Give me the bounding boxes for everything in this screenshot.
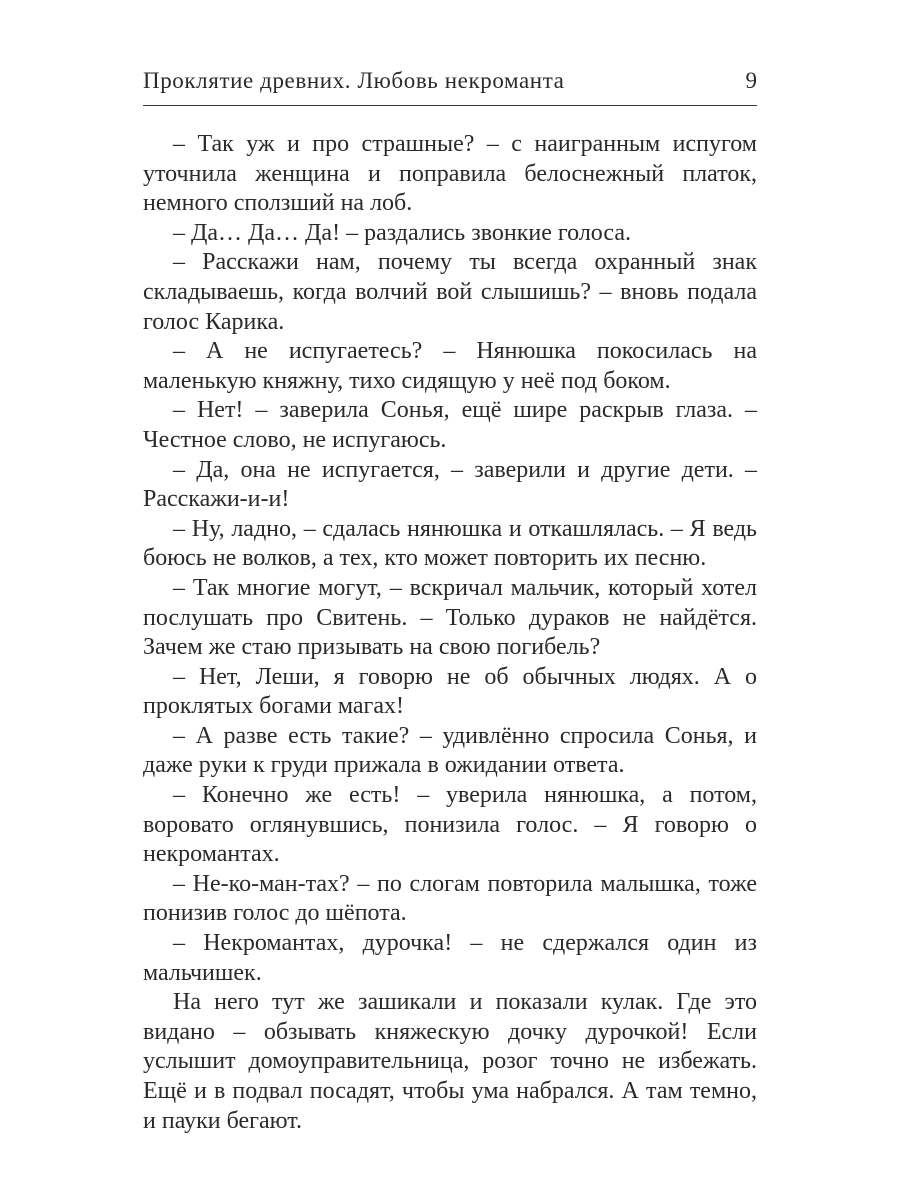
book-title: Проклятие древних. Любовь некроманта xyxy=(143,68,565,93)
paragraph: – Так многие могут, – вскричал мальчик, который хотел послушать про Свитень. – Только дураков не найдётся. Зачем же стаю призывать на свою погибель? xyxy=(143,574,757,661)
paragraph: – А не испугаетесь? – Нянюшка покосилась на маленькую княжну, тихо сидящую у неё под боком. xyxy=(143,338,757,394)
running-header xyxy=(143,62,757,106)
paragraph: – Нет! – заверила Сонья, ещё шире раскрыв глаза. – Честное слово, не испугаюсь. xyxy=(143,397,757,453)
body-text xyxy=(143,130,757,1136)
paragraph: – Некромантах, дурочка! – не сдержался один из мальчишек. xyxy=(143,930,757,986)
paragraph: – Да… Да… Да! – раздались звонкие голоса. xyxy=(173,219,632,246)
paragraph: На него тут же зашикали и показали кулак. Где это видано – обзывать княжескую дочку дурочкой! Если услышит домоуправительница, розог точно не избежать. Ещё и в подвал посадят, чтобы ума набрался. А там темно, и пауки бегают. xyxy=(143,989,757,1134)
page-number: 9 xyxy=(745,68,757,93)
paragraph: – Не-ко-ман-тах? – по слогам повторила малышка, тоже понизив голос до шёпота. xyxy=(143,870,757,927)
paragraph: – Нет, Леши, я говорю не об обычных людях. А о проклятых богами магах! xyxy=(143,663,757,720)
paragraph: – Так уж и про страшные? – с наигранным испугом уточнила женщина и поправила белоснежный платок, немного сползший на лоб. xyxy=(143,131,757,217)
paragraph: – Расскажи нам, почему ты всегда охранный знак складываешь, когда волчий вой слышишь? – вновь подала голос Карика. xyxy=(143,249,757,335)
paragraph: – Да, она не испугается, – заверили и другие дети. – Расскажи-и-и! xyxy=(143,456,757,513)
paragraph: – Ну, ладно, – сдалась нянюшка и откашлялась. – Я ведь боюсь не волков, а тех, кто может повторить их песню. xyxy=(143,515,757,572)
paragraph: – Конечно же есть! – уверила нянюшка, а потом, вороватo оглянувшись, понизила голос. – Я говорю о некромантах. xyxy=(143,782,757,868)
paragraph: – А разве есть такие? – удивлённо спросила Сонья, и даже руки к груди прижала в ожидании ответа. xyxy=(143,722,757,779)
